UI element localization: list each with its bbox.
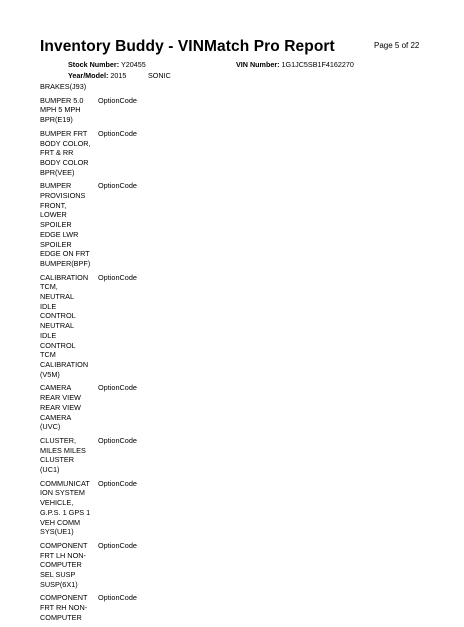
vin-number-value: 1G1JC5SB1F4162270 [281, 60, 354, 69]
option-row [40, 82, 300, 92]
option-description: COMMUNICAT ION SYSTEM VEHICLE, G.P.S. 1 GPS 1 VEH COMM SYS(UE1) [40, 478, 91, 537]
option-type: OptionCode [98, 435, 137, 445]
option-type: OptionCode [98, 478, 137, 488]
stock-number [68, 60, 146, 69]
option-type: OptionCode [98, 95, 137, 105]
stock-number-value: Y20455 [121, 60, 146, 69]
option-description: BUMPER PROVISIONS FRONT, LOWER SPOILER EDGE LWR SPOILER EDGE ON FRT BUMPER(BPF) [40, 181, 91, 268]
option-description: COMPONENT FRT RH NON- COMPUTER [40, 593, 88, 622]
option-description: CLUSTER, MILES MILES CLUSTER (UC1) [40, 435, 86, 475]
option-row [40, 129, 300, 178]
year-model [68, 71, 126, 80]
option-type: OptionCode [98, 383, 137, 393]
options-list [40, 82, 300, 627]
option-type: OptionCode [98, 540, 137, 550]
stock-number-label: Stock Number: [68, 60, 120, 69]
model-value: SONIC [148, 71, 171, 80]
vin-number-label: VIN Number: [236, 60, 280, 69]
option-type: OptionCode [98, 128, 137, 138]
option-description: BUMPER 5.0 MPH 5 MPH BPR(E19) [40, 95, 84, 125]
option-description: BUMPER FRT BODY COLOR, FRT & RR BODY COLOR BPR(VEE) [40, 128, 91, 177]
option-row [40, 541, 300, 590]
report-title: Inventory Buddy - VINMatch Pro Report [40, 38, 335, 55]
option-row [40, 181, 300, 268]
option-row [40, 273, 300, 380]
option-type: OptionCode [98, 181, 137, 191]
option-description: CAMERA REAR VIEW REAR VIEW CAMERA (UVC) [40, 383, 81, 432]
option-type: OptionCode [98, 272, 137, 282]
option-description: CALIBRATION TCM, NEUTRAL IDLE CONTROL NEUTRAL IDLE CONTROL TCM CALIBRATION (V5M) [40, 272, 89, 379]
year-value: 2015 [110, 71, 127, 80]
option-row [40, 436, 300, 475]
vin-number [236, 60, 354, 69]
option-row [40, 383, 300, 432]
option-row [40, 96, 300, 125]
page-number: Page 5 of 22 [374, 41, 420, 50]
option-description: COMPONENT FRT LH NON- COMPUTER SEL SUSP SUSP(6X1) [40, 540, 88, 589]
year-model-label: Year/Model: [68, 71, 109, 80]
option-description: BRAKES(J93) [40, 82, 87, 91]
option-row [40, 593, 300, 622]
option-type: OptionCode [98, 593, 137, 603]
option-row [40, 479, 300, 537]
